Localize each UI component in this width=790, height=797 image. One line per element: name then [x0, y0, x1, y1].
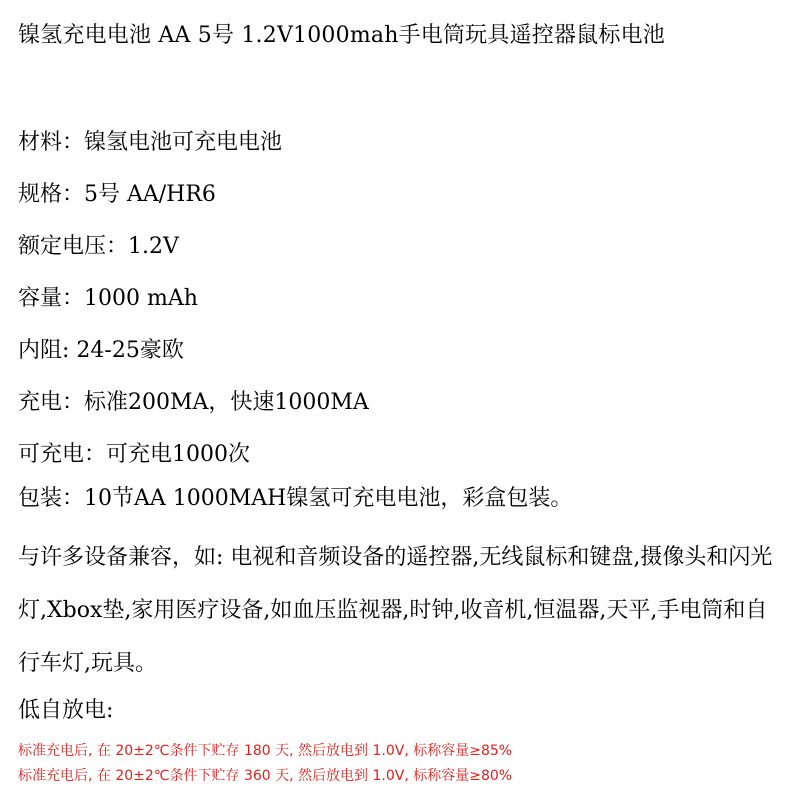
spec-material: 材料：镍氢电池可充电电池 — [18, 130, 283, 155]
spec-cycles: 可充电：可充电1000次 — [18, 442, 250, 467]
compatibility-paragraph: 与许多设备兼容，如: 电视和音频设备的遥控器,无线鼠标和键盘,摄像头和闪光灯,Xbox垫,家用医疗设备,如血压监视器,时钟,收音机,恒温器,天平,手电筒和自行车灯,玩具。 — [18, 545, 773, 676]
spec-voltage: 额定电压：1.2V — [18, 234, 179, 259]
spec-packaging: 包装：10节AA 1000MAH镍氢可充电电池，彩盒包装。 — [18, 486, 573, 511]
spec-size: 规格：5号 AA/HR6 — [18, 182, 216, 207]
spec-resistance: 内阻: 24-25豪欧 — [18, 338, 184, 363]
self-discharge-heading: 低自放电: — [18, 698, 114, 723]
self-discharge-note-360: 标准充电后, 在 20±2℃条件下贮存 360 天, 然后放电到 1.0V, 标称容量≥80% — [18, 768, 513, 784]
spec-capacity: 容量：1000 mAh — [18, 286, 198, 311]
product-title: 镍氢充电电池 AA 5号 1.2V1000mah手电筒玩具遥控器鼠标电池 — [18, 23, 665, 48]
spec-charging: 充电：标准200MA，快速1000MA — [18, 390, 369, 415]
self-discharge-note-180: 标准充电后, 在 20±2℃条件下贮存 180 天, 然后放电到 1.0V, 标称容量≥85% — [18, 743, 513, 759]
